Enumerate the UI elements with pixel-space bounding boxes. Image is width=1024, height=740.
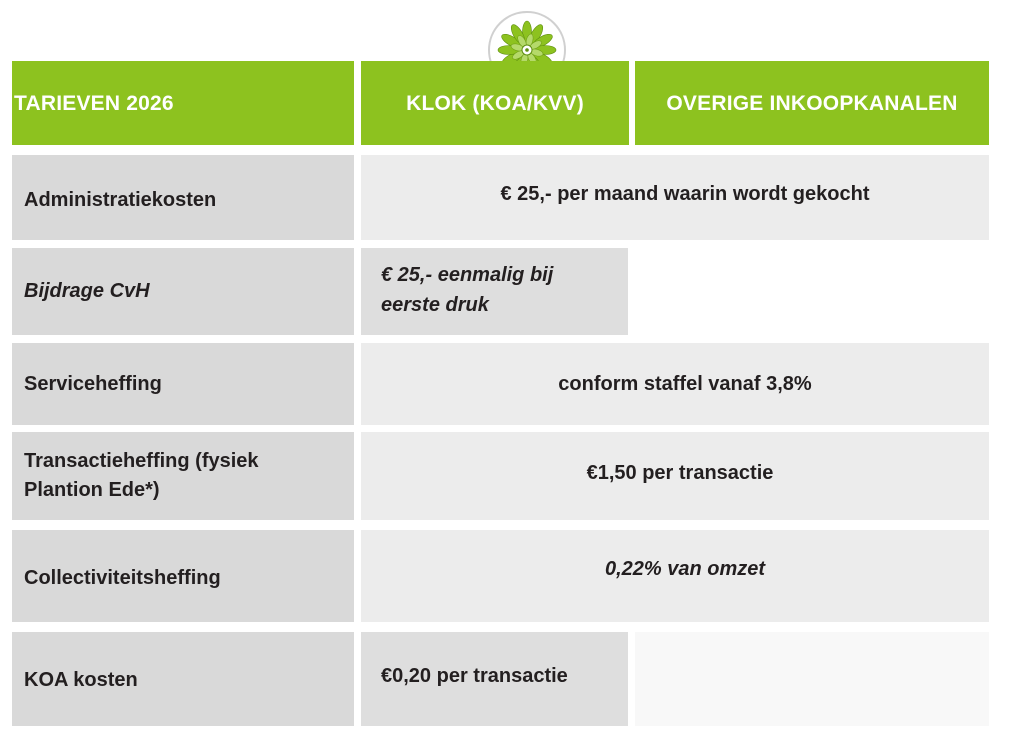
header-overige	[635, 61, 989, 145]
row-empty-bijdrage-cvh	[635, 248, 989, 335]
value-text-line2: eerste druk	[381, 293, 489, 316]
value-text: 0,22% van omzet	[604, 557, 766, 580]
value-text: €0,20 per transactie	[381, 664, 568, 687]
row-label-collectiviteitsheffing	[12, 530, 354, 622]
row-value-transactieheffing	[361, 432, 989, 520]
row-value-bijdrage-cvh	[361, 248, 628, 335]
row-value-administratiekosten	[361, 155, 989, 240]
row-value-koa-kosten	[361, 632, 628, 726]
value-text: €1,50 per transactie	[586, 461, 774, 484]
header-overige-label: OVERIGE INKOOPKANALEN	[666, 92, 958, 115]
label-text: Serviceheffing	[24, 372, 162, 395]
header-tarieven	[12, 61, 354, 145]
row-label-administratiekosten	[12, 155, 354, 240]
value-text: conform staffel vanaf 3,8%	[558, 372, 812, 395]
header-tarieven-label: TARIEVEN 2026	[14, 92, 174, 115]
row-label-koa-kosten	[12, 632, 354, 726]
value-text: € 25,- per maand waarin wordt gekocht	[500, 183, 870, 205]
label-text: Administratiekosten	[24, 189, 217, 211]
row-label-serviceheffing	[12, 343, 354, 425]
row-empty-koa-kosten	[635, 632, 989, 726]
label-text-line1: Transactieheffing (fysiek	[24, 450, 259, 472]
row-label-transactieheffing	[12, 432, 354, 520]
label-text: KOA kosten	[24, 668, 138, 691]
header-klok-label: KLOK (KOA/KVV)	[406, 92, 584, 115]
header-klok	[361, 61, 629, 145]
value-text-line1: € 25,- eenmalig bij	[381, 263, 554, 286]
label-text-line2: Plantion Ede*)	[24, 479, 160, 501]
label-text: Collectiviteitsheffing	[24, 566, 221, 589]
row-value-serviceheffing	[361, 343, 989, 425]
row-label-bijdrage-cvh	[12, 248, 354, 335]
label-text: Bijdrage CvH	[24, 280, 150, 302]
row-value-collectiviteitsheffing	[361, 530, 989, 622]
